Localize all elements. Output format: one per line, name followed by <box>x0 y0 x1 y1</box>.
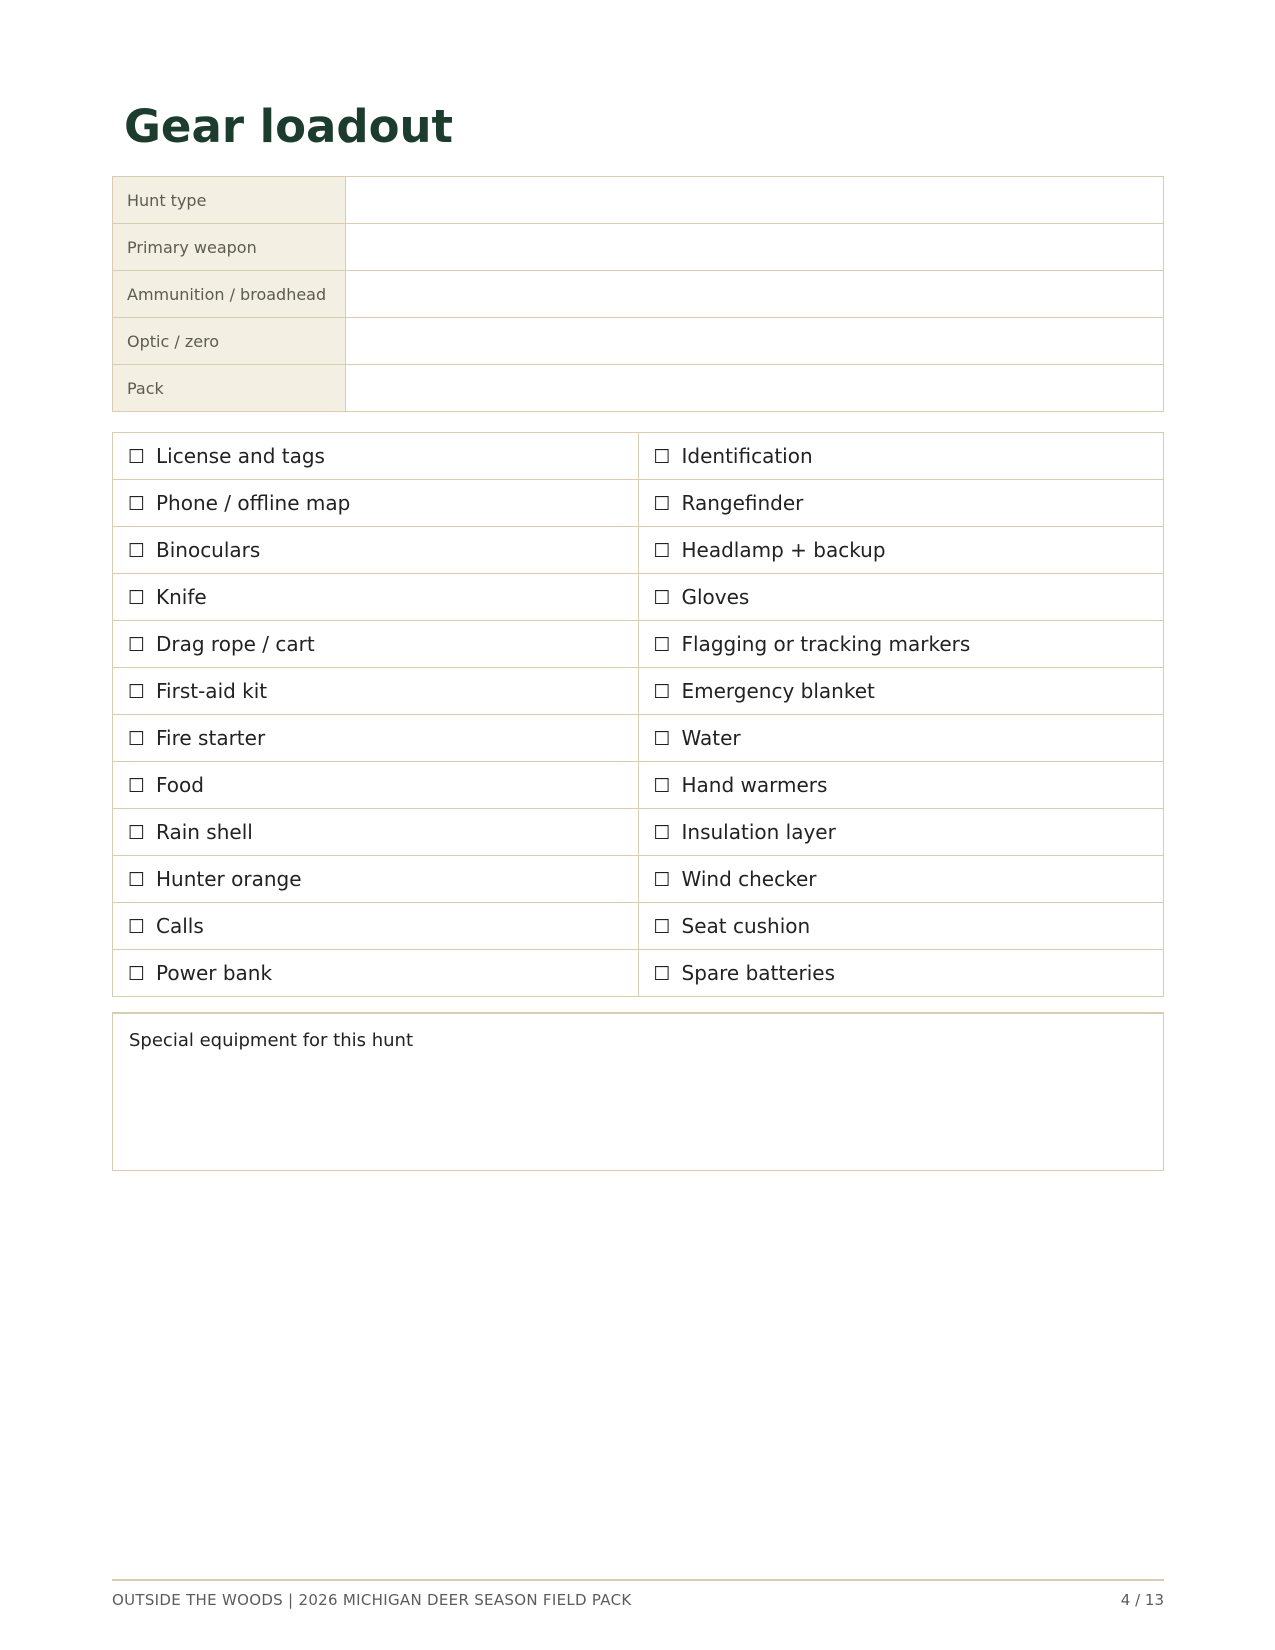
checkbox-icon[interactable]: ☐ <box>653 446 671 468</box>
checklist-row <box>113 762 1164 809</box>
checkbox-icon[interactable]: ☐ <box>128 446 146 468</box>
gear-checklist <box>112 432 1164 997</box>
optic-zero-field[interactable] <box>346 318 1164 365</box>
checkbox-icon[interactable]: ☐ <box>653 916 671 938</box>
checklist-item[interactable] <box>638 809 1164 856</box>
checklist-item-label: First-aid kit <box>156 679 268 703</box>
checklist-row <box>113 433 1164 480</box>
checklist-row <box>113 574 1164 621</box>
checklist-item[interactable] <box>638 574 1164 621</box>
checklist-item-label: Binoculars <box>156 538 261 562</box>
checklist-item[interactable] <box>113 715 639 762</box>
checklist-item[interactable] <box>113 527 639 574</box>
checkbox-icon[interactable]: ☐ <box>128 634 146 656</box>
checklist-row <box>113 715 1164 762</box>
checkbox-icon[interactable]: ☐ <box>653 681 671 703</box>
field-row <box>113 271 1164 318</box>
checklist-item[interactable] <box>638 668 1164 715</box>
checklist-item-label: Fire starter <box>156 726 266 750</box>
hunt-type-field[interactable] <box>346 177 1164 224</box>
checkbox-icon[interactable]: ☐ <box>128 681 146 703</box>
checklist-row <box>113 809 1164 856</box>
field-row <box>113 318 1164 365</box>
checklist-row <box>113 527 1164 574</box>
checklist-item-label: Wind checker <box>681 867 817 891</box>
special-equipment-label: Special equipment for this hunt <box>129 1030 414 1051</box>
checkbox-icon[interactable]: ☐ <box>653 587 671 609</box>
checklist-item-label: Spare batteries <box>681 961 836 985</box>
checklist-item-label: Drag rope / cart <box>156 632 315 656</box>
field-row <box>113 177 1164 224</box>
footer-divider <box>112 1579 1164 1581</box>
checkbox-icon[interactable]: ☐ <box>653 775 671 797</box>
checklist-item-label: Flagging or tracking markers <box>681 632 971 656</box>
checklist-item[interactable] <box>638 480 1164 527</box>
checkbox-icon[interactable]: ☐ <box>653 963 671 985</box>
checklist-item-label: Hand warmers <box>681 773 828 797</box>
checklist-item[interactable] <box>113 809 639 856</box>
checklist-row <box>113 621 1164 668</box>
checklist-item[interactable] <box>113 762 639 809</box>
checkbox-icon[interactable]: ☐ <box>128 822 146 844</box>
checkbox-icon[interactable]: ☐ <box>653 540 671 562</box>
checklist-row <box>113 856 1164 903</box>
checklist-item-label: Insulation layer <box>681 820 836 844</box>
checklist-item-label: Water <box>681 726 741 750</box>
checklist-item[interactable] <box>638 527 1164 574</box>
checklist-item[interactable] <box>113 574 639 621</box>
checkbox-icon[interactable]: ☐ <box>653 869 671 891</box>
checkbox-icon[interactable]: ☐ <box>128 775 146 797</box>
checklist-item[interactable] <box>113 433 639 480</box>
checklist-item[interactable] <box>638 433 1164 480</box>
checklist-item-label: Emergency blanket <box>681 679 875 703</box>
page-number: 4 / 13 <box>1120 1591 1164 1609</box>
checklist-item[interactable] <box>113 950 639 997</box>
checklist-item[interactable] <box>113 856 639 903</box>
checklist-item[interactable] <box>113 480 639 527</box>
checkbox-icon[interactable]: ☐ <box>128 869 146 891</box>
field-row <box>113 224 1164 271</box>
checklist-item-label: Hunter orange <box>156 867 302 891</box>
checklist-row <box>113 480 1164 527</box>
pack-field[interactable] <box>346 365 1164 412</box>
field-label: Primary weapon <box>113 224 346 271</box>
checklist-item[interactable] <box>638 762 1164 809</box>
checkbox-icon[interactable]: ☐ <box>653 728 671 750</box>
field-label: Hunt type <box>113 177 346 224</box>
checklist-item[interactable] <box>113 621 639 668</box>
checklist-row <box>113 950 1164 997</box>
checkbox-icon[interactable]: ☐ <box>128 493 146 515</box>
field-label: Optic / zero <box>113 318 346 365</box>
checklist-item-label: Rangefinder <box>681 491 804 515</box>
special-equipment-box[interactable] <box>112 1012 1164 1171</box>
checklist-item[interactable] <box>638 903 1164 950</box>
checklist-row <box>113 668 1164 715</box>
checklist-item[interactable] <box>638 715 1164 762</box>
checklist-item[interactable] <box>113 903 639 950</box>
checklist-item[interactable] <box>113 668 639 715</box>
checkbox-icon[interactable]: ☐ <box>128 540 146 562</box>
checkbox-icon[interactable]: ☐ <box>128 963 146 985</box>
checklist-item-label: Gloves <box>681 585 750 609</box>
checkbox-icon[interactable]: ☐ <box>128 587 146 609</box>
field-label: Ammunition / broadhead <box>113 271 346 318</box>
checkbox-icon[interactable]: ☐ <box>653 493 671 515</box>
checklist-item-label: Headlamp + backup <box>681 538 886 562</box>
ammunition-field[interactable] <box>346 271 1164 318</box>
page-title: Gear loadout <box>124 100 454 153</box>
checklist-item-label: Phone / offline map <box>156 491 351 515</box>
checkbox-icon[interactable]: ☐ <box>653 634 671 656</box>
checklist-item-label: Power bank <box>156 961 273 985</box>
checklist-item-label: License and tags <box>156 444 325 468</box>
primary-weapon-field[interactable] <box>346 224 1164 271</box>
field-label: Pack <box>113 365 346 412</box>
checklist-item-label: Rain shell <box>156 820 253 844</box>
checklist-item-label: Identification <box>681 444 813 468</box>
checklist-item[interactable] <box>638 621 1164 668</box>
checklist-item-label: Food <box>156 773 204 797</box>
checkbox-icon[interactable]: ☐ <box>128 728 146 750</box>
checklist-item-label: Calls <box>156 914 204 938</box>
footer-title: OUTSIDE THE WOODS | 2026 MICHIGAN DEER SEASON FIELD PACK <box>112 1591 632 1609</box>
checkbox-icon[interactable]: ☐ <box>653 822 671 844</box>
checklist-row <box>113 903 1164 950</box>
hunt-details-table <box>112 176 1164 412</box>
checklist-item-label: Seat cushion <box>681 914 811 938</box>
checklist-item[interactable] <box>638 856 1164 903</box>
field-row <box>113 365 1164 412</box>
checkbox-icon[interactable]: ☐ <box>128 916 146 938</box>
checklist-item[interactable] <box>638 950 1164 997</box>
checklist-item-label: Knife <box>156 585 207 609</box>
